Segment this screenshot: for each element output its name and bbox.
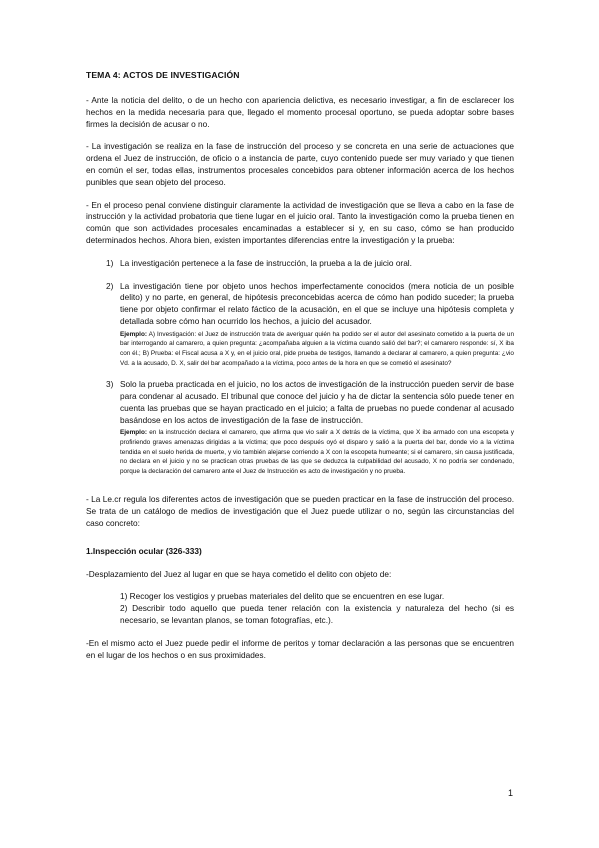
paragraph-distinction: - En el proceso penal conviene distinguir claramente la actividad de investigación que se lleva a cabo en la fase de instrucción y la actividad probatoria que tiene lugar en el juicio oral. Tanto la investigación como la prueba tienen en común que son actividades procesales encaminadas a establecer si y, en su caso, cómo se han producido determinados hechos. Ahora bien, existen importantes diferencias entre la investigación y la prueba: [86, 199, 514, 245]
example-block [120, 428, 514, 476]
differences-list [86, 258, 514, 477]
example-text: A) Investigación: el Juez de instrucción trata de averiguar quién ha podido ser el autor del asesinato cometido a la puerta de un bar interrogando al camarero, a quien pregunta: ¿acompañaba alguien a la víctima cuando salió del bar?; el camarero responde: sí, X iba con él.; B) Prueba: el Fiscal acusa a X y, en el juicio oral, pide prueba de testigos, llamando a declarar al camarero, a quien pregunta: ¿vio Vd. a la acusado, D. X, salir del bar acompañado a la víctima, poco antes de la hora en que se cometió el asesinato? [120, 330, 514, 367]
list-item [86, 258, 514, 270]
section-heading: 1.Inspección ocular (326-333) [86, 545, 202, 556]
list-item-number: 2) [106, 280, 114, 291]
list-item [86, 379, 514, 476]
paragraph-investigation: - La investigación se realiza en la fase de instrucción del proceso y se concreta en una serie de actuaciones que ordena el Juez de instrucción, de oficio o a instancia de parte, cuyo contenido puede ser muy variado y que tienen en común el ser, todas ellas, instrumentos procesales concebidos para obtener información acerca de los hechos punibles que sean objeto del proceso. [86, 141, 514, 187]
inspection-sublist [86, 591, 514, 626]
list-item-text: Solo la prueba practicada en el juicio, no los actos de investigación de la instrucción pueden servir de base para condenar al acusado. El tribunal que conoce del juicio y ha de dictar la sentencia sólo puede tener en cuenta las pruebas que se hayan practicado en el juicio; a falta de pruebas no puede condenar al acusado basándose en los actos de investigación de la fase de instrucción. [120, 379, 514, 425]
paragraph-experts: -En el mismo acto el Juez puede pedir el informe de peritos y tomar declaración a las personas que se encuentren en el lugar de los hechos o en sus proximidades. [86, 637, 514, 660]
page-number: 1 [508, 788, 514, 798]
example-label: Ejemplo: [120, 429, 147, 437]
list-item [86, 281, 514, 369]
paragraph-intro: - Ante la noticia del delito, o de un hecho con apariencia delictiva, es necesario investigar, a fin de esclarecer los hechos en la medida necesaria para que, llegado el momento procesal oportuno, se pueda adoptar sobre bases firmes la decisión de acusar o no. [86, 95, 514, 129]
list-item-number: 1) [106, 257, 114, 268]
sublist-item: 2) Describir todo aquello que pueda tener relación con la existencia y naturaleza del hecho (si es necesario, se levantan planos, se toman fotografías, etc.). [120, 603, 514, 626]
example-block [120, 330, 514, 368]
paragraph-lecr: - La Le.cr regula los diferentes actos de investigación que se pueden practicar en la fase de instrucción del proceso. Se trata de un catálogo de medios de investigación que el Juez puede utilizar o no, según las circunstancias del caso concreto: [86, 494, 514, 528]
paragraph-displacement: -Desplazamiento del Juez al lugar en que se haya cometido el delito con objeto de: [86, 568, 392, 579]
example-text: en la instrucción declara el camarero, que afirma que vio salir a X detrás de la víctima, que X iba armado con una escopeta y profiriendo graves amenazas dirigidas a la víctima; que poco después oyó el disparo y salió a la puerta del bar, donde vio a la víctima tendida en el suelo herida de muerte, y vio también alejarse corriendo a X con la escopeta humeante; si el camarero, sin causa justificada, no declara en el juicio y no se practican otras pruebas de las que se deduzca la culpabilidad del acusado, X no podría ser condenado, porque la declaración del camarero ante el Juez de Instrucción es acto de investigación y no prueba. [120, 429, 514, 475]
list-item-text: La investigación tiene por objeto unos hechos imperfectamente conocidos (mera noticia de un posible delito) y no parte, en general, de hipótesis preconcebidas acerca de cómo han podido suceder; la prueba tiene por objeto confirmar el relato fáctico de la acusación, en el que se incluye una hipótesis completa y detallada sobre cómo han ocurrido los hechos, a juicio del acusador. [120, 280, 514, 326]
example-label: Ejemplo: [120, 330, 147, 338]
document-body [86, 70, 514, 672]
sublist-item: 1) Recoger los vestigios y pruebas materiales del delito que se encuentren en ese lugar. [120, 591, 445, 602]
document-title: TEMA 4: ACTOS DE INVESTIGACIÓN [86, 70, 240, 80]
list-item-text: La investigación pertenece a la fase de instrucción, la prueba a la de juicio oral. [120, 257, 412, 268]
list-item-number: 3) [106, 379, 114, 390]
